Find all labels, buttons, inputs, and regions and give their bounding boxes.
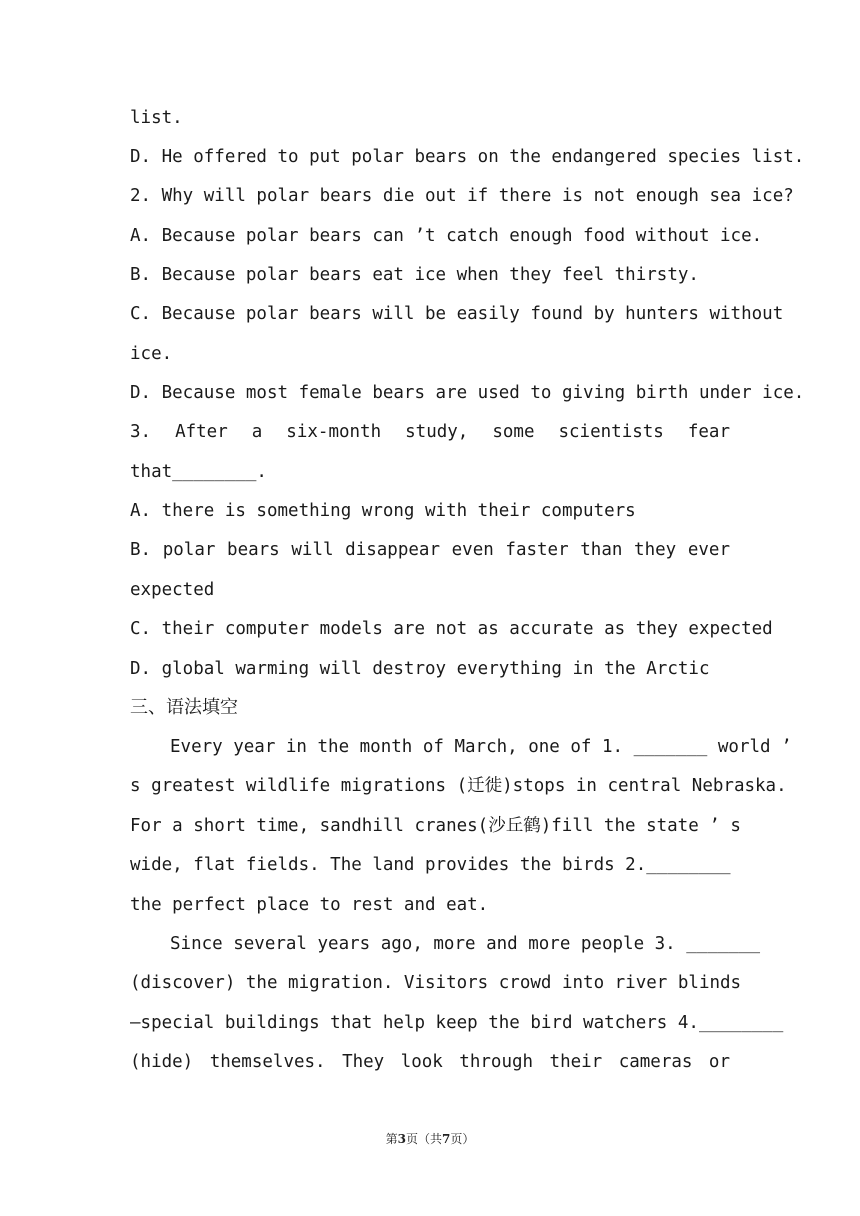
option-2c: C. Because polar bears will be easily found by hunters without [130, 304, 784, 324]
option-2d: D. Because most female bears are used to giving birth under ice. [130, 383, 805, 403]
option-2b: B. Because polar bears eat ice when they feel thirsty. [130, 265, 699, 285]
question-2: 2. Why will polar bears die out if there is not enough sea ice? [130, 186, 794, 206]
text-line: D. He offered to put polar bears on the endangered species list. [130, 147, 805, 167]
option-3c: C. their computer models are not as accurate as they expected [130, 619, 773, 639]
footer-prefix: 第 [385, 1132, 398, 1146]
section-heading: 三、语法填空 [130, 697, 238, 718]
text-line: that________. [130, 462, 267, 482]
footer-suffix: 页） [450, 1132, 475, 1146]
passage-line: —special buildings that help keep the bird watchers 4.________ [130, 1013, 784, 1033]
question-3: 3. After a six-month study, some scientists fear [130, 422, 730, 442]
passage-line: (discover) the migration. Visitors crowd into river blinds [130, 973, 742, 993]
option-3b: B. polar bears will disappear even faster than they ever [130, 540, 730, 560]
passage-line: (hide) themselves. They look through their cameras or [130, 1052, 730, 1072]
text-line: list. [130, 108, 183, 128]
passage-line: wide, flat fields. The land provides the birds 2.________ [130, 855, 731, 875]
footer-total-pages: 7 [442, 1132, 451, 1146]
footer-mid: 页（共 [405, 1132, 442, 1146]
option-3d: D. global warming will destroy everything in the Arctic [130, 659, 710, 679]
option-2a: A. Because polar bears can ’t catch enough food without ice. [130, 226, 763, 246]
passage-line: the perfect place to rest and eat. [130, 895, 489, 915]
footer-page-number: 3 [397, 1132, 406, 1146]
passage-line: Since several years ago, more and more people 3. _______ [170, 934, 761, 954]
passage-line: s greatest wildlife migrations (迁徙)stops in central Nebraska. [130, 776, 787, 796]
passage-line: For a short time, sandhill cranes(沙丘鹤)fill the state ’ s [130, 816, 741, 836]
page-footer [0, 1130, 860, 1147]
option-3a: A. there is something wrong with their computers [130, 501, 636, 521]
passage-line: Every year in the month of March, one of 1. _______ world ’ [170, 737, 792, 757]
text-line: ice. [130, 344, 173, 364]
text-line: expected [130, 580, 215, 600]
